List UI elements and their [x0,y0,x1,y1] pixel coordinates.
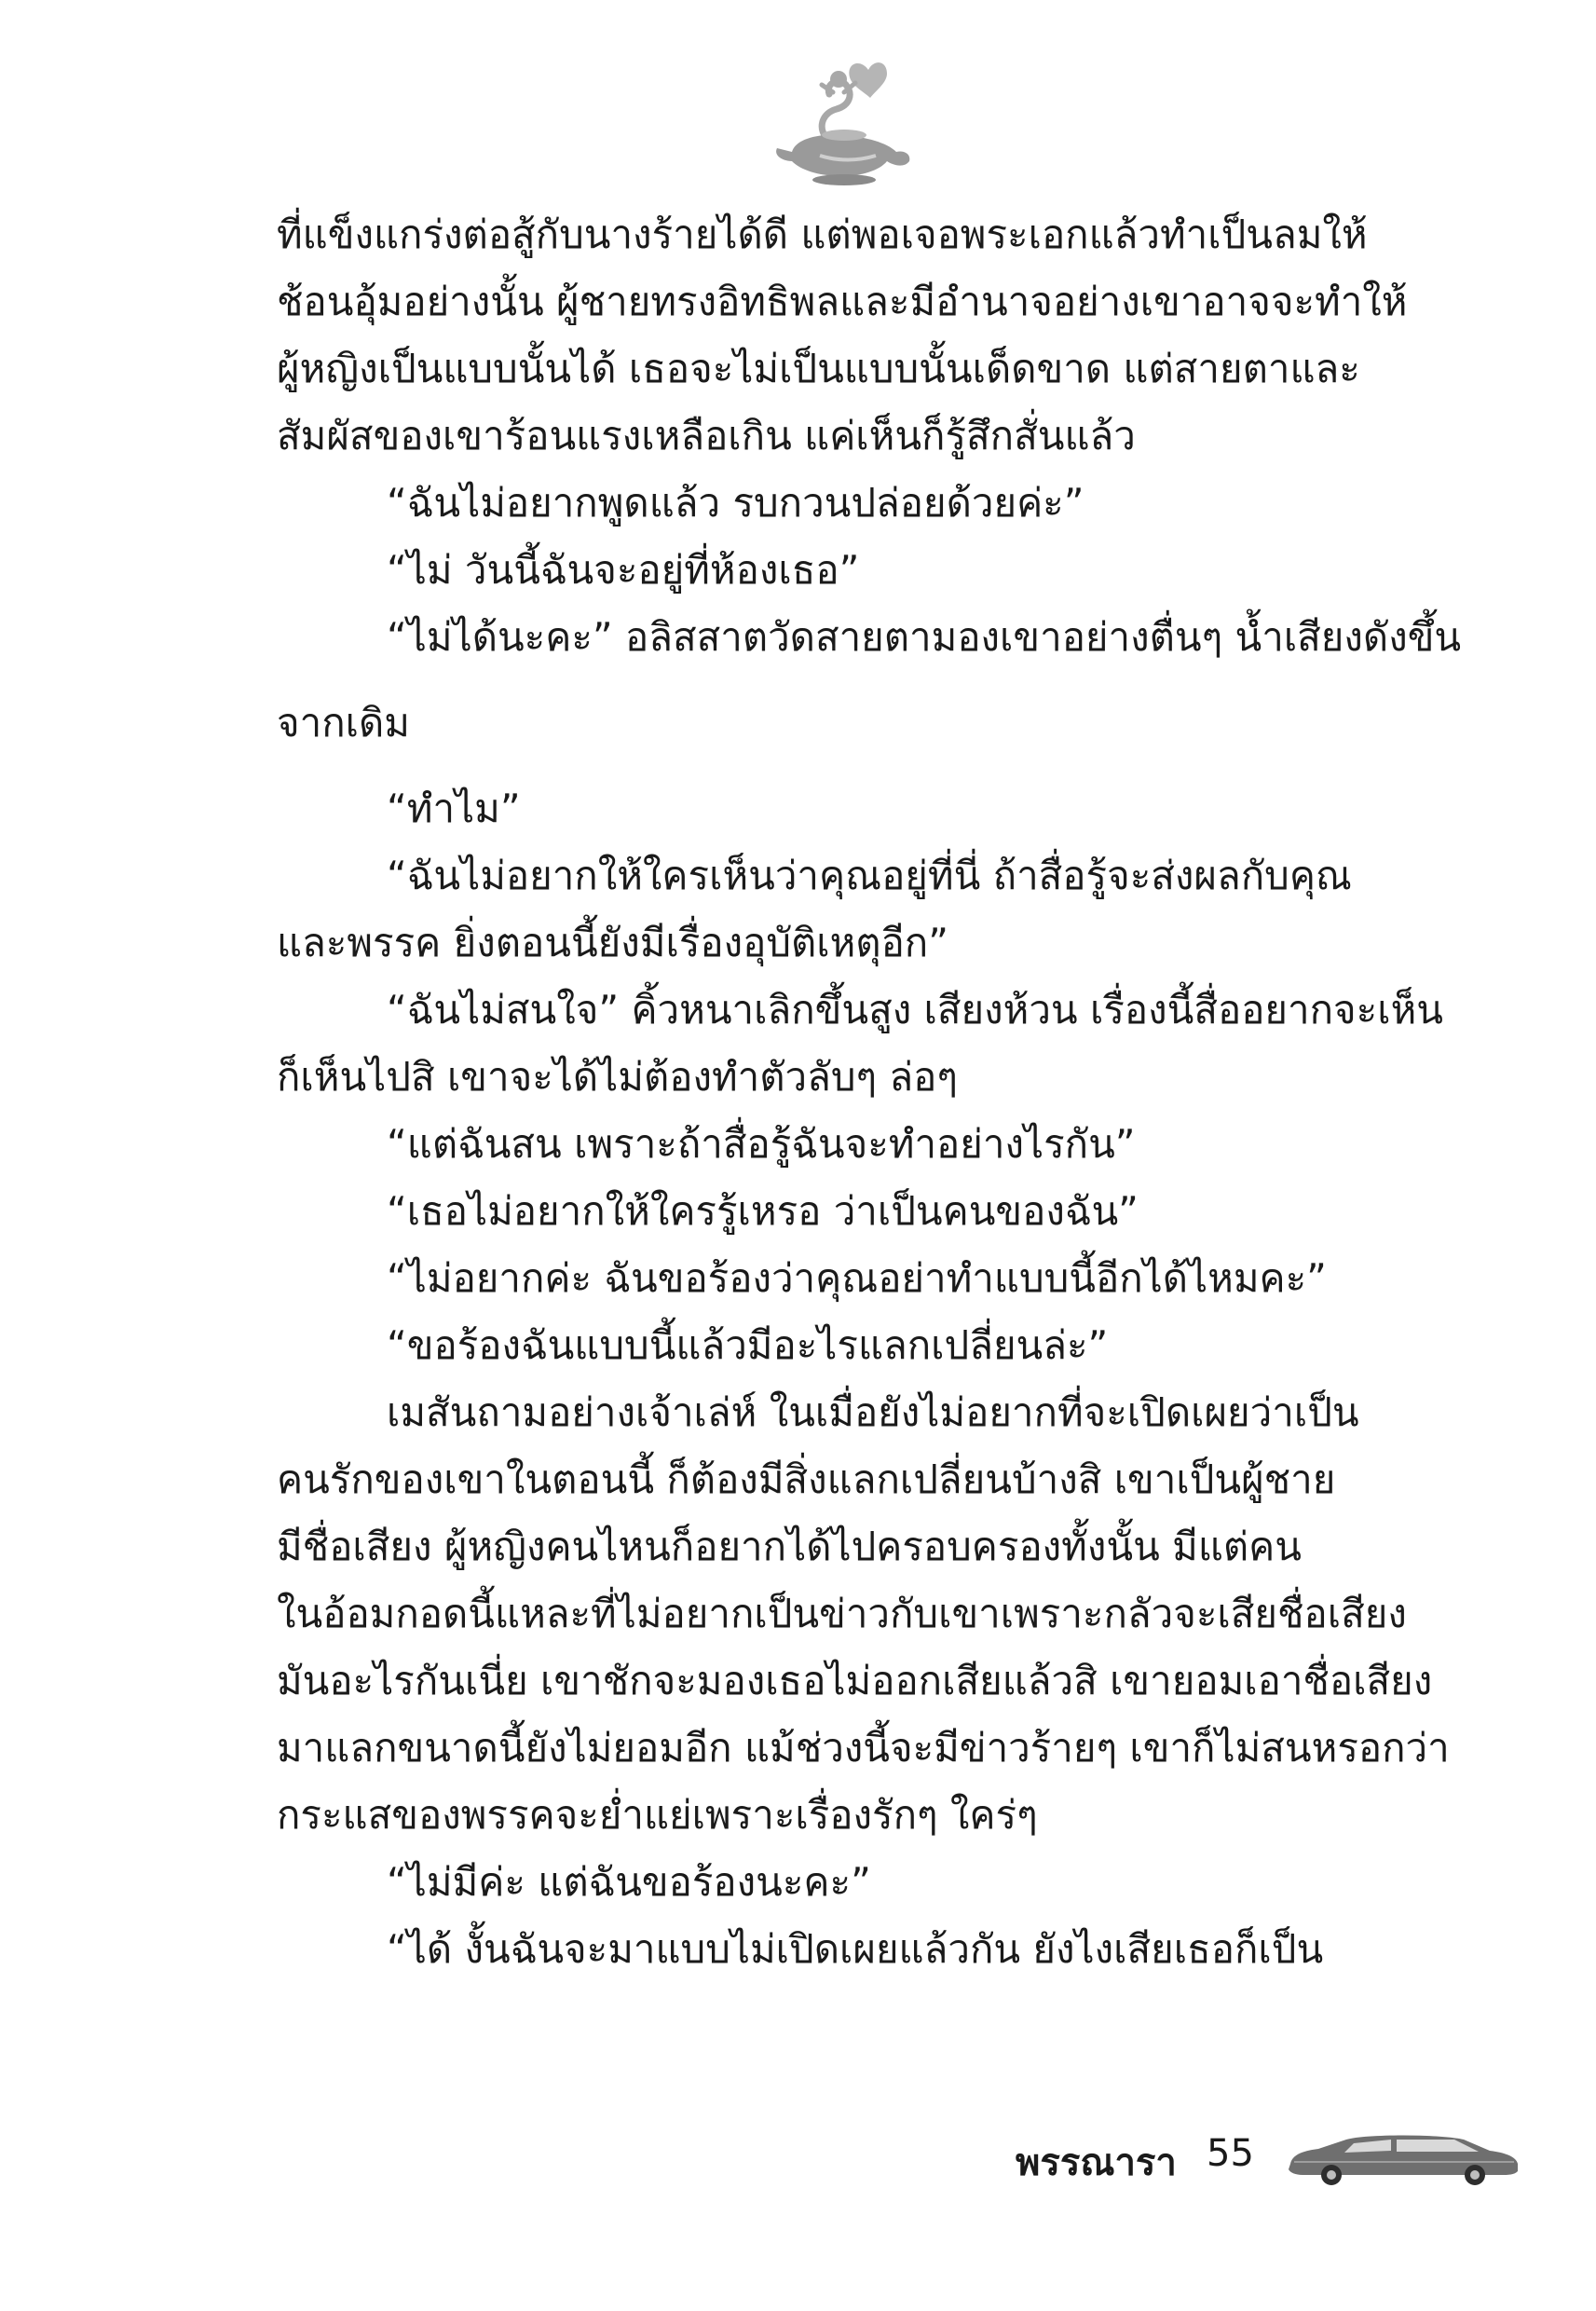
text-line: มีชื่อเสียง ผู้หญิงคนไหนก็อยากได้ไปครอบครองทั้งนั้น มีแต่คน [277,1524,1302,1569]
text-line: และพรรค ยิ่งตอนนี้ยังมีเรื่องอุบัติเหตุอีก” [277,920,948,965]
text-line: ก็เห็นไปสิ เขาจะได้ไม่ต้องทำตัวลับๆ ล่อๆ [277,1054,958,1100]
book-title: พรรณารา [1016,2141,1177,2184]
genie-lamp-icon [764,51,922,191]
text-line: เมสันถามอย่างเจ้าเล่ห์ ในเมื่อยังไม่อยากที่จะเปิดเผยว่าเป็น [387,1389,1359,1435]
text-line: จากเดิม [277,700,410,745]
text-line: มาแลกขนาดนี้ยังไม่ยอมอีก แม้ช่วงนี้จะมีข่าวร้ายๆ เขาก็ไม่สนหรอกว่า [277,1725,1450,1771]
text-line: สัมผัสของเขาร้อนแรงเหลือเกิน แค่เห็นก็รู้สึกสั่นแล้ว [277,413,1136,458]
text-line: ช้อนอุ้มอย่างนั้น ผู้ชายทรงอิทธิพลและมีอำนาจอย่างเขาอาจจะทำให้ [277,279,1408,324]
text-line: “ฉันไม่สนใจ” คิ้วหนาเลิกขึ้นสูง เสียงห้วน เรื่องนี้สื่ออยากจะเห็น [387,987,1443,1032]
text-line: “ไม่ได้นะคะ” อลิสสาตวัดสายตามองเขาอย่างตื่นๆ น้ำเสียงดังขึ้น [387,614,1462,660]
text-line: “แต่ฉันสน เพราะถ้าสื่อรู้ฉันจะทำอย่างไรกัน” [387,1121,1136,1167]
text-line: มันอะไรกันเนี่ย เขาชักจะมองเธอไม่ออกเสียแล้วสิ เขายอมเอาชื่อเสียง [277,1658,1433,1703]
text-line: “เธอไม่อยากให้ใครรู้เหรอ ว่าเป็นคนของฉัน” [387,1188,1139,1234]
text-line: “ฉันไม่อยากให้ใครเห็นว่าคุณอยู่ที่นี่ ถ้าสื่อรู้จะส่งผลกับคุณ [387,853,1352,898]
text-line: ในอ้อมกอดนี้แหละที่ไม่อยากเป็นข่าวกับเขาเพราะกลัวจะเสียชื่อเสียง [277,1591,1407,1636]
limousine-icon [1281,2126,1523,2188]
text-line: “ไม่มีค่ะ แต่ฉันขอร้องนะคะ” [387,1859,871,1905]
text-line: “ทำไม” [387,786,521,831]
text-line: คนรักของเขาในตอนนี้ ก็ต้องมีสิ่งแลกเปลี่ยนบ้างสิ เขาเป็นผู้ชาย [277,1456,1336,1502]
text-line: “ฉันไม่อยากพูดแล้ว รบกวนปล่อยด้วยค่ะ” [387,480,1084,526]
text-line: “ได้ งั้นฉันจะมาแบบไม่เปิดเผยแล้วกัน ยังไงเสียเธอก็เป็น [387,1926,1324,1972]
text-line: ที่แข็งแกร่งต่อสู้กับนางร้ายได้ดี แต่พอเจอพระเอกแล้วทำเป็นลมให้ [277,212,1368,257]
text-line: “ไม่อยากค่ะ ฉันขอร้องว่าคุณอย่าทำแบบนี้อีกได้ไหมคะ” [387,1255,1327,1301]
text-line: “ไม่ วันนี้ฉันจะอยู่ที่ห้องเธอ” [387,547,860,593]
page-footer [1016,2115,1537,2199]
text-line: กระแสของพรรคจะย่ำแย่เพราะเรื่องรักๆ ใคร่ๆ [277,1792,1038,1838]
page-number: 55 [1207,2132,1254,2175]
chapter-body-text [277,201,1462,1983]
text-line: ผู้หญิงเป็นแบบนั้นได้ เธอจะไม่เป็นแบบนั้นเด็ดขาด แต่สายตาและ [277,346,1360,391]
text-line: “ขอร้องฉันแบบนี้แล้วมีอะไรแลกเปลี่ยนล่ะ” [387,1322,1109,1368]
